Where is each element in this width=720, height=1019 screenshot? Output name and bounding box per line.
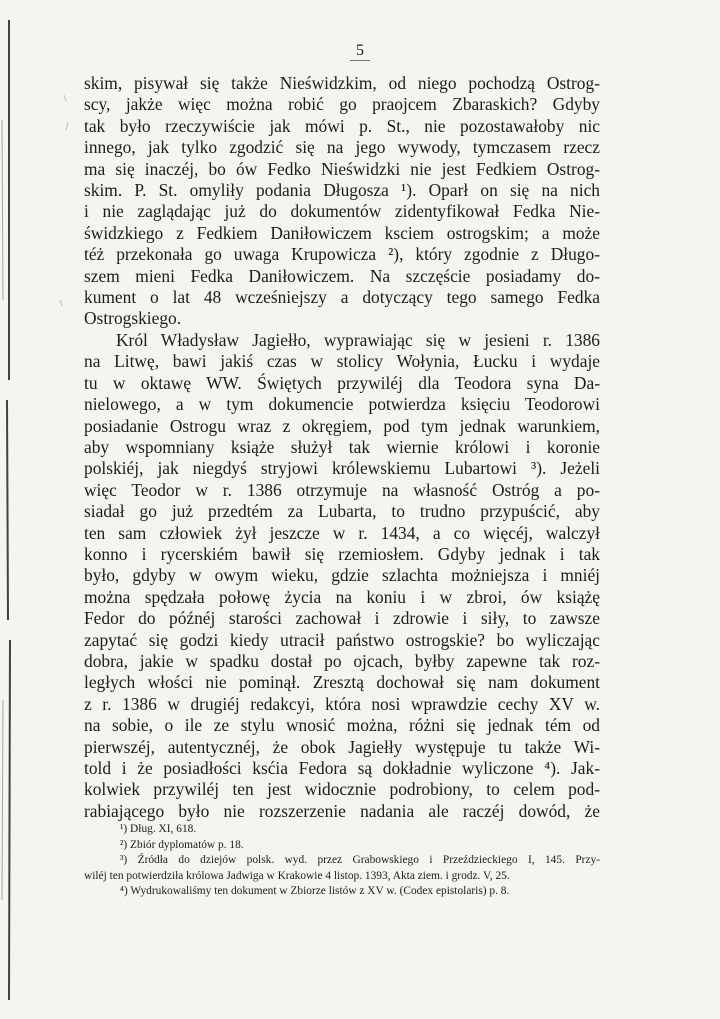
- text-line: polskiéj, jak niegdyś stryjowi królewskiemu Lubartowi ³). Jeżeli: [84, 458, 600, 479]
- text-line: rabiającego było nie rozszerzenie nadania ale raczéj dowód, że: [84, 800, 600, 821]
- text-line: dobra, jakie w spadku dostał po ojcach, byłby zapewne tak roz-: [84, 650, 600, 671]
- footnote-2: ²) Zbiór dyplomatów p. 18.: [120, 838, 244, 851]
- text-line: Król Władysław Jagiełło, wyprawiając się w jesieni r. 1386: [116, 329, 600, 350]
- text-line: siadał go już przedtém za Lubarta, to trudno przypuścić, aby: [84, 501, 600, 522]
- text-line: ten sam człowiek żył jeszcze w r. 1434, a co więcéj, walczył: [84, 522, 600, 543]
- text-line: téż przekonała go uwaga Krupowicza ²), który zgodnie z Długo-: [84, 244, 600, 265]
- page-number: 5: [0, 42, 720, 61]
- text-line: ma się inaczéj, bo ów Fedko Nieświdzki nie jest Fedkiem Ostrog-: [84, 158, 600, 179]
- text-line: scy, jakże więc można robić go praojcem Zbaraskich? Gdyby: [84, 94, 600, 115]
- text-line: pierwszéj, autentycznéj, że obok Jagiełły występuje tu także Wi-: [84, 736, 600, 757]
- text-line: i nie zaglądając już do dokumentów zidentyfikował Fedka Nie-: [84, 201, 600, 222]
- text-line: skim. P. St. omyliły podania Długosza ¹). Oparł on się na nich: [84, 180, 600, 201]
- text-line: świdzkiego z Fedkiem Daniłowiczem ksciem ostrogskim; a może: [84, 222, 600, 243]
- footnotes: [84, 822, 600, 900]
- footnote-1: ¹) Dług. XI, 618.: [120, 823, 197, 835]
- footnote-4: ⁴) Wydrukowaliśmy ten dokument w Zbiorze listów z XV w. (Codex epistolaris) p. 8.: [120, 885, 510, 898]
- footnote-line: wiléj ten potwierdziła królowa Jadwiga w Krakowie 4 listop. 1393, Akta ziem. i grodz. V, 25.: [84, 869, 510, 882]
- text-line: innego, jak tylko zgodzić się na jego wywody, tymczasem rzecz: [84, 137, 600, 158]
- text-line: było, gdyby w owym wieku, gdzie szlachta możniejsza i mniéj: [84, 565, 600, 586]
- footnote-line: ³) Źródła do dziejów polsk. wyd. przez Grabowskiego i Przeździeckiego I, 145. Przy-: [120, 854, 600, 867]
- text-line: tak było rzeczywiście jak mówi p. St., nie pozostawałoby nic: [84, 115, 600, 136]
- text-line: kument o lat 48 wcześniejszy a dotyczący tego samego Fedka: [84, 287, 600, 308]
- text-line: można spędzała połowę życia na koniu i w zbroi, ów książę: [84, 586, 600, 607]
- body-text: [84, 73, 600, 822]
- text-line: nielowego, a w tym dokumencie potwierdza księciu Teodorowi: [84, 394, 600, 415]
- text-line: z r. 1386 w drugiéj redakcyi, która nosi wprawdzie cechy XV w.: [84, 693, 600, 714]
- paragraph-1: [84, 73, 600, 330]
- text-line: posiadanie Ostrogu wraz z okręgiem, pod tym jednak warunkiem,: [84, 415, 600, 436]
- text-line: told i że posiadłości ksćia Fedora są dokładnie wyliczone ⁴). Jak-: [84, 758, 600, 778]
- text-line: zapytać się godzi kiedy utracił państwo ostrogskie? bo wyliczając: [84, 629, 600, 650]
- text-line: kolwiek przywiléj ten jest widocznie podrobiony, to celem pod-: [84, 779, 600, 800]
- text-line: Ostrogskiego.: [84, 308, 182, 329]
- text-line: ległych włości nie pominął. Zresztą dochował się nam dokument: [84, 672, 600, 693]
- text-line: aby wspomniany książe służył tak wiernie królowi i koronie: [84, 436, 600, 457]
- text-line: tu w oktawę WW. Świętych przywiléj dla Teodora syna Da-: [84, 372, 600, 393]
- footnote-3: [84, 853, 600, 884]
- text-line: na Litwę, bawi jakiś czas w stolicy Wołynia, Łucku i wydaje: [84, 351, 600, 372]
- text-line: na sobie, o ile ze stylu wnosić można, różni się jednak tém od: [84, 715, 600, 736]
- text-line: skim, pisywał się także Nieświdzkim, od niego pochodzą Ostrog-: [84, 73, 600, 93]
- text-line: szem mieni Fedka Daniłowiczem. Na szczęście posiadamy do-: [84, 265, 600, 286]
- text-line: więc Teodor w r. 1386 otrzymuje na własność Ostróg a po-: [84, 479, 600, 500]
- text-line: konno i rycerskiém bawił się rzemiosłem. Gdyby jednak i tak: [84, 543, 600, 564]
- paragraph-2: [84, 330, 600, 822]
- text-line: Fedor do późnéj starości zachował i zdrowie i siły, to zawsze: [84, 608, 600, 629]
